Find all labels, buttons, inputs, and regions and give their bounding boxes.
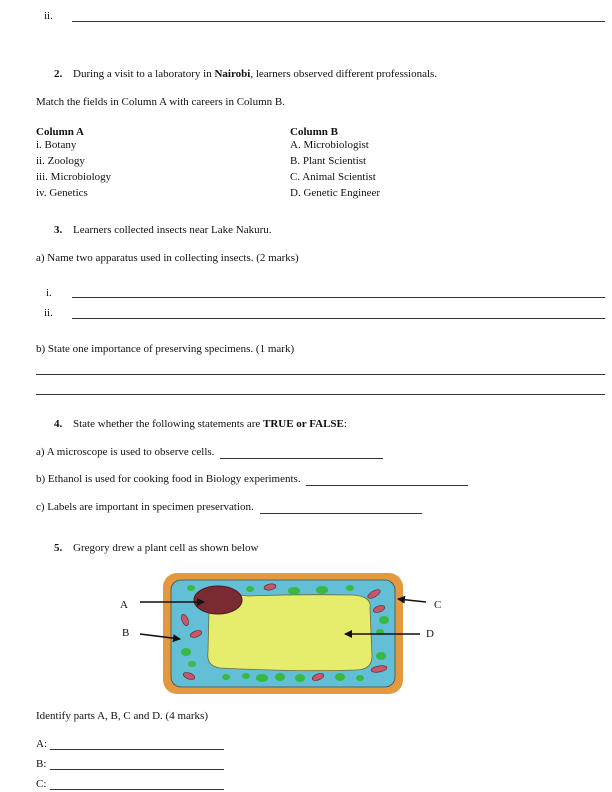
question-5 [54, 542, 258, 554]
question-2 [54, 68, 437, 80]
part-b-text: b) State one importance of preserving specimens. (1 mark) [36, 343, 295, 355]
answer-line[interactable] [50, 769, 224, 770]
label-c: C [434, 599, 442, 611]
identify-instruction: Identify parts A, B, C and D. (4 marks) [36, 710, 208, 722]
question-4 [54, 418, 347, 430]
roman-i-label: i. [46, 287, 52, 299]
answer-line[interactable] [50, 789, 224, 790]
roman-ii-label: ii. [44, 10, 53, 22]
bold-text: TRUE or FALSE [263, 418, 344, 430]
part-a-text: a) Name two apparatus used in collecting insects. (2 marks) [36, 252, 299, 264]
statement-a [36, 446, 383, 459]
answer-line[interactable] [72, 21, 605, 22]
question-number: 3. [54, 224, 63, 236]
question-text-before: State whether the following statements are [73, 418, 263, 430]
statement-text: a) A microscope is used to observe cells. [36, 446, 215, 458]
column-b-item: C. Animal Scientist [290, 171, 376, 183]
answer-line[interactable] [72, 297, 605, 298]
column-a [36, 126, 111, 199]
column-b-item: D. Genetic Engineer [290, 187, 381, 199]
nucleus [194, 586, 242, 614]
bold-word: Nairobi [214, 68, 251, 80]
question-text: Learners collected insects near Lake Nakuru. [73, 224, 272, 236]
answer-blank[interactable] [260, 501, 422, 514]
answer-row-c [36, 778, 46, 790]
statement-b [36, 473, 468, 486]
column-a-item: i. Botany [36, 139, 77, 151]
answer-blank[interactable] [306, 473, 468, 486]
answer-line[interactable] [72, 318, 605, 319]
question-number: 4. [54, 418, 63, 430]
column-b-item: A. Microbiologist [290, 139, 369, 151]
statement-c [36, 501, 422, 514]
column-a-heading: Column A [36, 126, 84, 138]
column-a-item: iv. Genetics [36, 187, 88, 199]
question-3 [54, 224, 272, 236]
column-b-heading: Column B [290, 126, 338, 138]
answer-label: A: [36, 738, 47, 750]
label-b: B [122, 627, 130, 639]
question-number: 5. [54, 542, 63, 554]
roman-ii-label: ii. [44, 307, 53, 319]
question-instruction: Match the fields in Column A with careers in Column B. [36, 96, 285, 108]
question-text-after: , learners observed different professionals. [250, 68, 438, 80]
question-text: Gregory drew a plant cell as shown below [73, 542, 259, 554]
label-d: D [426, 628, 434, 640]
statement-text: c) Labels are important in specimen preservation. [36, 501, 254, 513]
plant-cell-diagram [0, 560, 612, 700]
column-a-item: iii. Microbiology [36, 171, 112, 183]
answer-line[interactable] [36, 394, 605, 395]
column-b [290, 126, 380, 199]
statement-text: b) Ethanol is used for cooking food in Biology experiments. [36, 473, 301, 485]
label-a: A [120, 599, 128, 611]
question-text-after: : [343, 418, 347, 430]
question-number: 2. [54, 68, 63, 80]
answer-row-a [36, 738, 47, 750]
answer-label: C: [36, 778, 47, 790]
answer-blank[interactable] [220, 446, 383, 459]
answer-label: B: [36, 758, 47, 770]
column-b-item: B. Plant Scientist [290, 155, 367, 167]
answer-row-b [36, 758, 46, 770]
answer-line[interactable] [50, 749, 224, 750]
column-a-item: ii. Zoology [36, 155, 85, 167]
answer-line[interactable] [36, 374, 605, 375]
question-text-before: During a visit to a laboratory in [73, 68, 215, 80]
